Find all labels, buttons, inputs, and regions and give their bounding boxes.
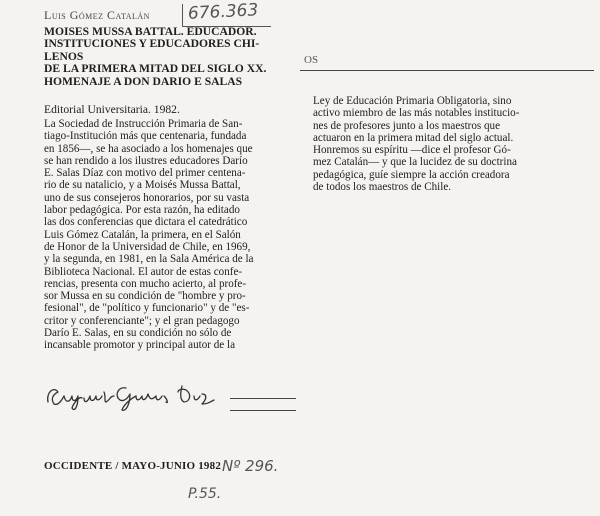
text-line: pedagógica, guíe siempre la acción creadora bbox=[313, 168, 510, 181]
text-line: actuaron en la primera mitad del siglo actual. bbox=[313, 131, 514, 144]
author-name: Luis Gómez Catalán bbox=[44, 8, 150, 22]
signature-text bbox=[44, 418, 52, 419]
book-title bbox=[44, 26, 304, 88]
text-line: Honremos su espíritu —dice el profesor Gó- bbox=[313, 144, 511, 157]
text-line: sor Mussa en su condición de "hombre y pro- bbox=[44, 290, 246, 303]
text-line: fesional", de "político y funcionario" y de "es- bbox=[44, 302, 250, 315]
text-line: labor pedagógica. Por esta razón, ha editado bbox=[44, 204, 240, 217]
text-line: La Sociedad de Instrucción Primaria de San- bbox=[44, 118, 243, 130]
title-line: INSTITUCIONES Y EDUCADORES CHI- bbox=[44, 37, 260, 51]
title-line: LENOS bbox=[44, 49, 84, 63]
review-text-right-column bbox=[313, 95, 588, 193]
title-line: MOISES MUSSA BATTAL. EDUCADOR. bbox=[44, 25, 257, 38]
review-text-left-column bbox=[44, 118, 296, 352]
text-line: critor y conferenciante"; y el gran pedagogo bbox=[44, 314, 240, 327]
text-line: rio de su natalicio, y a Moisés Mussa Battal, bbox=[44, 179, 241, 192]
signature-rule bbox=[230, 410, 296, 411]
text-line: las dos conferencias que dictara el catedrático bbox=[44, 216, 248, 229]
issue-number-note: Nº 296. bbox=[222, 457, 279, 475]
text-line: rencias, presenta con mucho acierto, al profe- bbox=[44, 277, 247, 290]
text-line: incansable promotor y principal autor de la bbox=[44, 339, 235, 352]
publisher: Editorial Universitaria. 1982. bbox=[44, 103, 180, 116]
call-number: 676.363 bbox=[187, 0, 259, 24]
text-line: se han rendido a los ilustres educadores Darío bbox=[44, 154, 248, 167]
reviewer-signature bbox=[44, 378, 224, 414]
text-line: activo miembro de las más notables institucio- bbox=[313, 107, 520, 120]
title-line: HOMENAJE A DON DARIO E SALAS bbox=[44, 74, 243, 88]
text-line: mez Catalán— y que la lucidez de su doctrina bbox=[313, 156, 517, 169]
text-line: y la segunda, en 1981, en la Sala América de la bbox=[44, 253, 254, 266]
text-line: uno de sus consejeros honorarios, por su vasta bbox=[44, 191, 250, 204]
text-line: Ley de Educación Primaria Obligatoria, sino bbox=[313, 95, 512, 107]
text-line: nes de profesores junto a los maestros que bbox=[313, 119, 501, 132]
signature-rule bbox=[230, 398, 296, 399]
text-line: de todos los maestros de Chile. bbox=[313, 181, 452, 194]
text-line: de Honor de la Universidad de Chile, en 1969, bbox=[44, 240, 251, 253]
text-line: en 1856—, se ha asociado a los homenajes que bbox=[44, 142, 253, 155]
text-line: Luis Gómez Catalán, la primera, en el Salón bbox=[44, 228, 241, 241]
right-header-fragment: OS bbox=[304, 54, 319, 66]
source-citation: OCCIDENTE / MAYO-JUNIO 1982 bbox=[44, 460, 222, 472]
text-line: Darío E. Salas, en su condición no sólo de bbox=[44, 327, 232, 340]
text-line: tiago-Institución más que centenaria, fundada bbox=[44, 130, 247, 143]
text-line: E. Salas Díaz con motivo del primer centena- bbox=[44, 167, 246, 180]
title-line: DE LA PRIMERA MITAD DEL SIGLO XX. bbox=[44, 62, 267, 76]
page-number-note: P.55. bbox=[188, 486, 222, 502]
header-rule bbox=[300, 70, 594, 71]
text-line: Biblioteca Nacional. El autor de estas confe- bbox=[44, 265, 243, 278]
